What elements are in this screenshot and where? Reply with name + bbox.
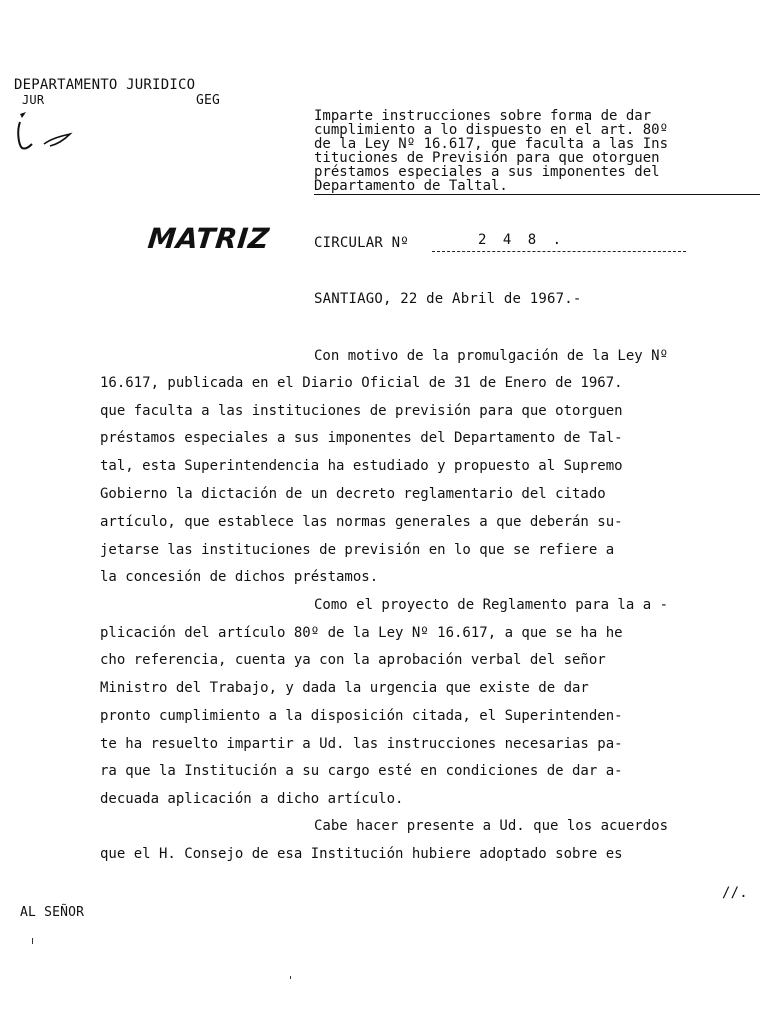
body-line: cho referencia, cuenta ya con la aprobación verbal del señor bbox=[100, 652, 606, 668]
matriz-stamp: MATRIZ bbox=[146, 222, 271, 255]
body-line: ra que la Institución a su cargo esté en condiciones de dar a- bbox=[100, 763, 623, 779]
body-line: Gobierno la dictación de un decreto reglamentario del citado bbox=[100, 486, 606, 502]
body-line: 16.617, publicada en el Diario Oficial de 31 de Enero de 1967. bbox=[100, 375, 623, 391]
reference-left: JUR bbox=[22, 93, 45, 107]
speck-mark bbox=[290, 976, 291, 979]
subject-line: Departamento de Taltal. bbox=[314, 179, 760, 195]
body-line: que faculta a las instituciones de previsión para que otorguen bbox=[100, 403, 623, 419]
continuation-mark: //. bbox=[722, 885, 748, 901]
subject-line: tituciones de Previsión para que otorguen bbox=[314, 150, 660, 166]
body-line: jetarse las instituciones de previsión en lo que se refiere a bbox=[100, 542, 615, 558]
addressee-label: AL SEÑOR bbox=[20, 905, 85, 920]
subject-line: de la Ley Nº 16.617, que faculta a las Ins bbox=[314, 136, 669, 152]
circular-label: CIRCULAR Nº bbox=[314, 235, 409, 251]
subject-block bbox=[314, 109, 760, 195]
body-line: préstamos especiales a sus imponentes del Departamento de Tal- bbox=[100, 430, 623, 446]
body-line: tal, esta Superintendencia ha estudiado y propuesto al Supremo bbox=[100, 458, 623, 474]
department-header: DEPARTAMENTO JURIDICO bbox=[14, 77, 196, 93]
body-line: artículo, que establece las normas generales a que deberán su- bbox=[100, 514, 623, 530]
body-line: Con motivo de la promulgación de la Ley Nº bbox=[314, 348, 669, 364]
body-line: Como el proyecto de Reglamento para la a - bbox=[314, 597, 669, 613]
body-line: la concesión de dichos préstamos. bbox=[100, 569, 379, 585]
subject-line: Imparte instrucciones sobre forma de dar bbox=[314, 108, 652, 124]
body-line: plicación del artículo 80º de la Ley Nº 16.617, a que se ha he bbox=[100, 625, 623, 641]
subject-line: préstamos especiales a sus imponentes del bbox=[314, 164, 660, 180]
speck-mark bbox=[32, 938, 33, 944]
reference-right: GEG bbox=[196, 93, 221, 108]
handwritten-mark bbox=[14, 108, 74, 158]
subject-line: cumplimiento a lo dispuesto en el art. 80º bbox=[314, 122, 669, 138]
body-line: que el H. Consejo de esa Institución hubiere adoptado sobre es bbox=[100, 846, 623, 862]
body-line: decuada aplicación a dicho artículo. bbox=[100, 791, 404, 807]
body-line: Cabe hacer presente a Ud. que los acuerdos bbox=[314, 818, 669, 834]
circular-number: 2 4 8 . bbox=[478, 232, 566, 248]
body-line: pronto cumplimiento a la disposición citada, el Superintenden- bbox=[100, 708, 623, 724]
date-line: SANTIAGO, 22 de Abril de 1967.- bbox=[314, 291, 582, 307]
body-line: te ha resuelto impartir a Ud. las instrucciones necesarias pa- bbox=[100, 736, 623, 752]
body-line: Ministro del Trabajo, y dada la urgencia que existe de dar bbox=[100, 680, 589, 696]
circular-number-line bbox=[432, 251, 686, 252]
